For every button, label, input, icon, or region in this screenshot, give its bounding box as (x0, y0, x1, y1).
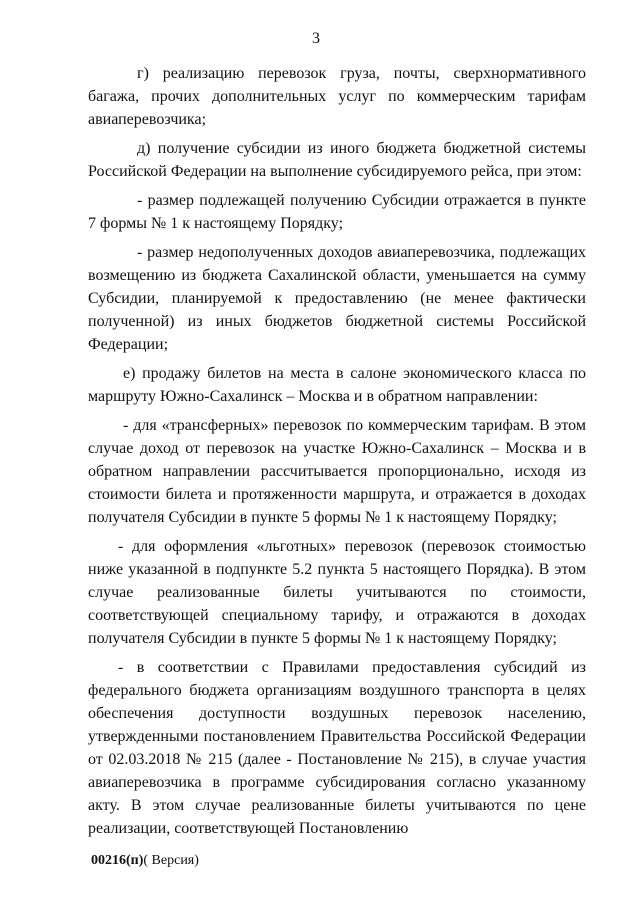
paragraph-g: г) реализацию перевозок груза, почты, сверхнормативного багажа, прочих дополнительных услуг по коммерческим тарифам авиаперевозчика; (88, 65, 586, 128)
paragraph-federal-rules: - в соответствии с Правилами предоставления субсидий из федерального бюджета организациям воздушного транспорта в целях обеспечения доступности воздушных перевозок населению, утвержденными постановлением Правительства Российской Федерации от 02.03.2018 № 215 (далее - Постановление № 215), в случае участия авиаперевозчика в программе субсидирования согласно указанному акту. В этом случае реализованные билеты учитываются по цене реализации, соответствующей Постановлению (88, 659, 586, 837)
paragraph-transfer: - для «трансферных» перевозок по коммерческим тарифам. В этом случае доход от перевозок на участке Южно-Сахалинск – Москва и в обратном направлении рассчитывается пропорционально, исходя из стоимости билета и протяженности маршрута, и отражается в доходах получателя Субсидии в пункте 5 формы № 1 к настоящему Порядку; (88, 417, 586, 526)
document-body (88, 62, 586, 846)
paragraph-subsidy-size: - размер подлежащей получению Субсидии отражается в пункте 7 формы № 1 к настоящему Порядку; (88, 192, 586, 232)
paragraph-preferential: - для оформления «льготных» перевозок (перевозок стоимостью ниже указанной в подпункте 5.2 пункта 5 настоящего Порядка). В этом случае реализованные билеты учитываются по стоимости, соответствующей специальному тарифу, и отражаются в доходах получателя Субсидии в пункте 5 формы № 1 к настоящему Порядку; (88, 538, 586, 647)
document-footer (91, 853, 199, 869)
paragraph-lost-income: - размер недополученных доходов авиаперевозчика, подлежащих возмещению из бюджета Сахалинской области, уменьшается на сумму Субсидии, планируемой к предоставлению (не менее фактически полученной) из иных бюджетов бюджетной системы Российской Федерации; (88, 244, 586, 353)
document-version: ( Версия) (143, 853, 199, 868)
document-code: 00216(п) (91, 853, 144, 868)
page-number: 3 (312, 30, 320, 47)
paragraph-d: д) получение субсидии из иного бюджета бюджетной системы Российской Федерации на выполнение субсидируемого рейса, при этом: (88, 140, 586, 180)
paragraph-e: е) продажу билетов на места в салоне экономического класса по маршруту Южно-Сахалинск – Москва и в обратном направлении: (88, 365, 586, 405)
